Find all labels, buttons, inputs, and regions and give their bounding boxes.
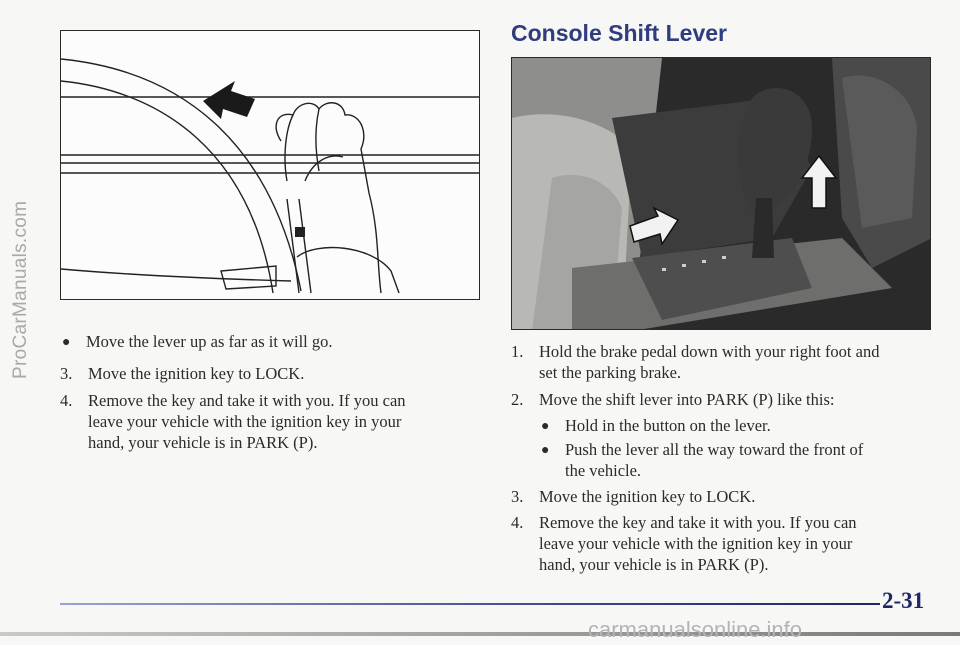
right-step-4 [511, 512, 921, 575]
left-bullet [60, 331, 460, 352]
step-number: 2. [511, 390, 524, 409]
console-shift-lever-scene [512, 58, 931, 330]
bullet-icon: ● [62, 335, 71, 350]
bottom-strip [0, 632, 960, 636]
section-title: Console Shift Lever [511, 20, 727, 46]
bullet-text-line: Push the lever all the way toward the front of [565, 440, 864, 459]
left-step-3 [60, 363, 460, 384]
step-number: 4. [511, 513, 524, 532]
step-text-line: hand, your vehicle is in PARK (P). [539, 555, 769, 574]
step-text: Move the shift lever into PARK (P) like this: [539, 390, 835, 409]
step-text-line: hand, your vehicle is in PARK (P). [88, 433, 318, 452]
bullet-text-line: the vehicle. [565, 461, 642, 480]
shift-lever-photo [511, 57, 931, 330]
right-step-1 [511, 341, 921, 383]
step-text: Move the ignition key to LOCK. [539, 487, 756, 506]
bullet-text: Hold in the button on the lever. [565, 416, 771, 435]
left-bullet-text: Move the lever up as far as it will go. [86, 332, 333, 351]
step-text-line: Hold the brake pedal down with your right foot and [539, 342, 880, 361]
step-number: 3. [60, 364, 73, 383]
step-number: 3. [511, 487, 524, 506]
right-step-3 [511, 486, 921, 507]
step-text: Move the ignition key to LOCK. [88, 364, 305, 383]
right-step-2 [511, 389, 921, 410]
bullet-icon: ● [541, 443, 550, 458]
step-number: 1. [511, 342, 524, 361]
side-watermark: ProCarManuals.com [10, 200, 31, 380]
step-text-line: set the parking brake. [539, 363, 682, 382]
left-instructions [60, 331, 460, 453]
footer-rule [60, 603, 880, 605]
step-text-line: Remove the key and take it with you. If you can [88, 391, 406, 410]
step-number: 4. [60, 391, 73, 410]
left-step-4 [60, 390, 460, 453]
right-instructions [511, 341, 921, 575]
step-text-line: Remove the key and take it with you. If you can [539, 513, 857, 532]
steering-wheel-hand-drawing [61, 31, 480, 300]
bullet-icon: ● [541, 419, 550, 434]
page-number: 2-31 [882, 588, 925, 613]
right-bullet-1 [511, 415, 921, 436]
step-text-line: leave your vehicle with the ignition key in your [88, 412, 402, 431]
step-text-line: leave your vehicle with the ignition key in your [539, 534, 853, 553]
steering-column-illustration [60, 30, 480, 300]
right-bullet-2 [511, 439, 921, 481]
bottom-watermark: carmanualsonline.info [588, 617, 803, 642]
